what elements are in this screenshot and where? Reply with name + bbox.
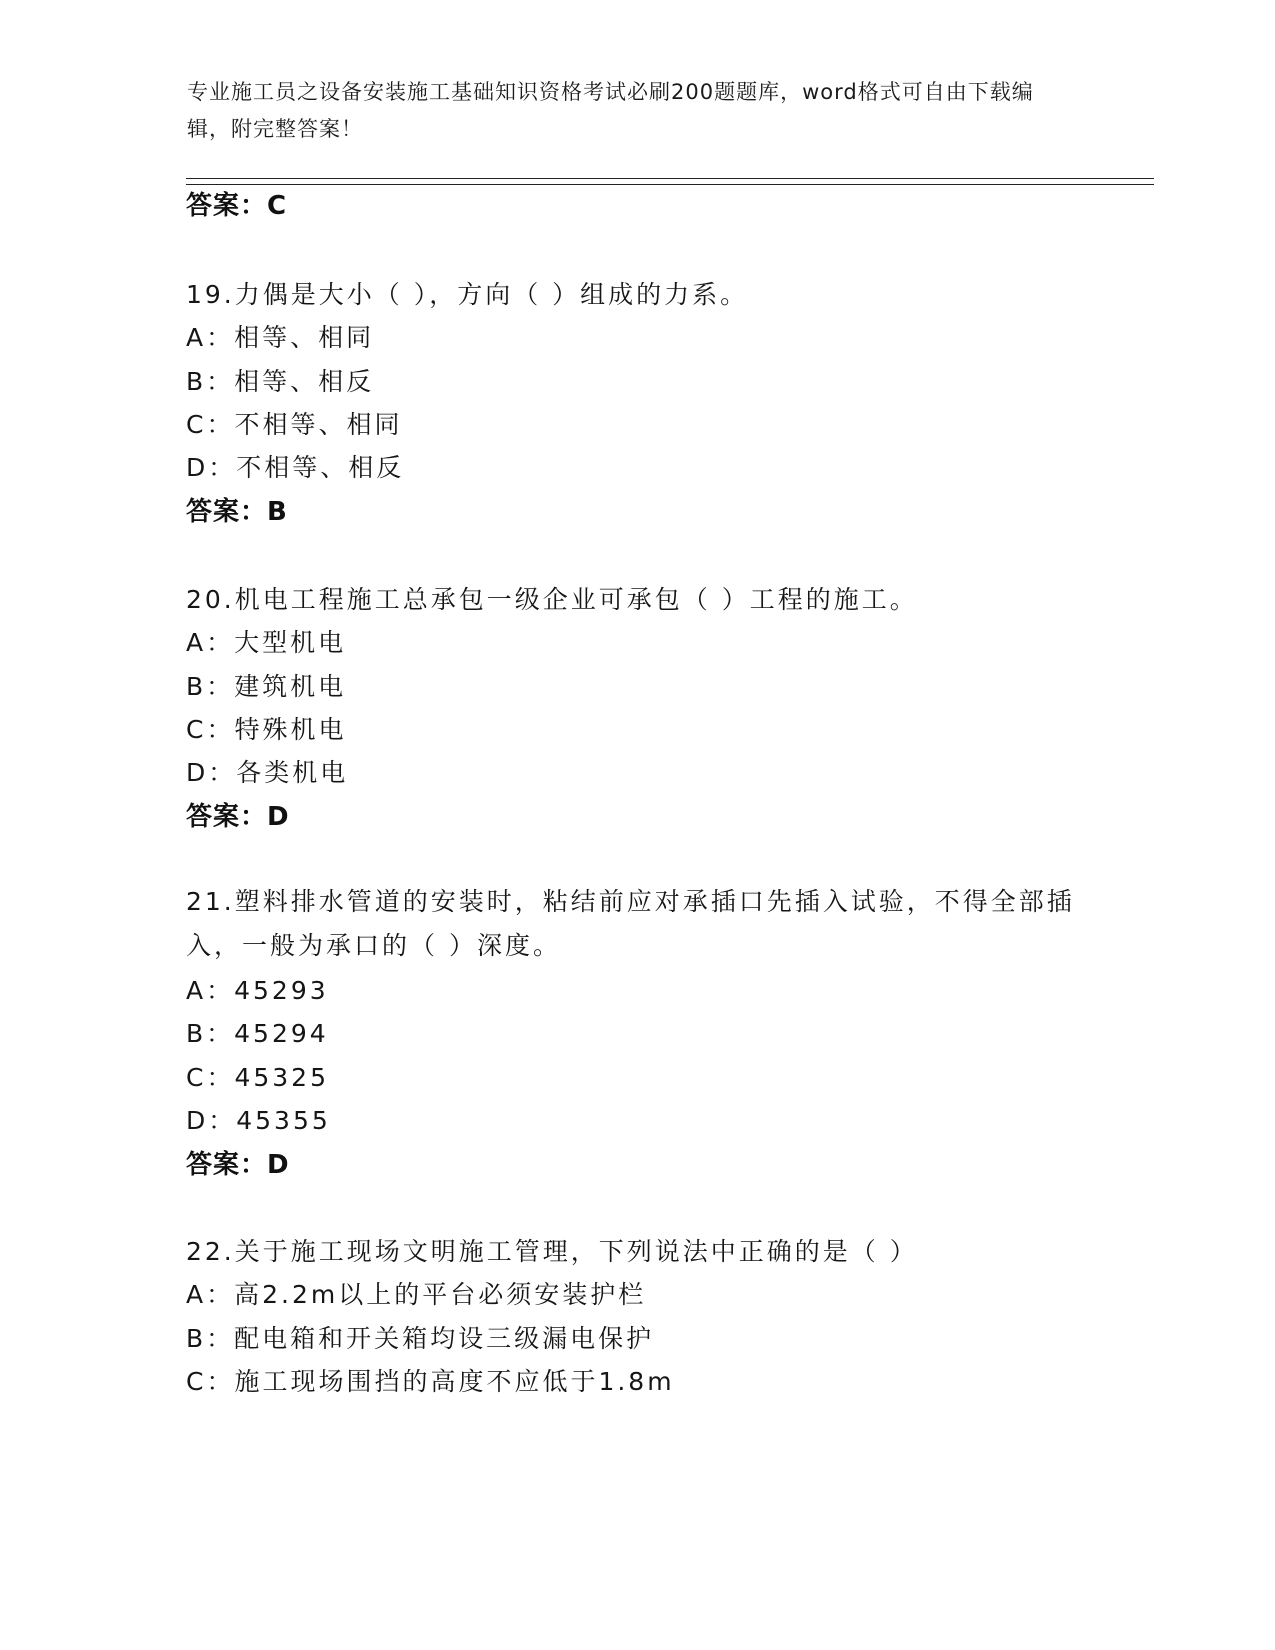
question-19-option-a: A：相等、相同	[186, 323, 375, 352]
question-22-text: 22.关于施工现场文明施工管理，下列说法中正确的是（ ）	[186, 1237, 918, 1266]
header-divider-top	[186, 178, 1154, 179]
question-19-option-c: C：不相等、相同	[186, 410, 403, 439]
question-21-option-d: D：45355	[186, 1106, 331, 1135]
question-21-option-b: B：45294	[186, 1019, 329, 1048]
question-20-option-b: B：建筑机电	[186, 672, 347, 701]
question-20-option-c: C：特殊机电	[186, 715, 347, 744]
question-22-option-c: C：施工现场围挡的高度不应低于1.8m	[186, 1367, 675, 1396]
question-21-answer: 答案：D	[186, 1150, 290, 1180]
question-22-option-b: B：配电箱和开关箱均设三级漏电保护	[186, 1324, 655, 1353]
answer-prev: 答案：C	[186, 191, 288, 221]
question-21-option-a: A：45293	[186, 976, 329, 1005]
question-19-answer: 答案：B	[186, 497, 288, 527]
question-20-option-d: D：各类机电	[186, 758, 349, 787]
question-20-option-a: A：大型机电	[186, 628, 347, 657]
question-19-text: 19.力偶是大小（ ），方向（ ）组成的力系。	[186, 280, 749, 309]
question-19-option-b: B：相等、相反	[186, 367, 375, 396]
document-header: 专业施工员之设备安装施工基础知识资格考试必刷200题题库，word格式可自由下载编辑，附完整答案！	[187, 80, 1034, 141]
question-19-option-d: D：不相等、相反	[186, 453, 405, 482]
question-20-text: 20.机电工程施工总承包一级企业可承包（ ）工程的施工。	[186, 585, 918, 614]
question-22-option-a: A：高2.2m以上的平台必须安装护栏	[186, 1280, 647, 1309]
question-20-answer: 答案：D	[186, 802, 290, 832]
question-21-text: 21.塑料排水管道的安装时，粘结前应对承插口先插入试验，不得全部插入，一般为承口的（ ）深度。	[186, 887, 1075, 960]
header-divider-bottom	[186, 184, 1154, 185]
question-21-option-c: C：45325	[186, 1063, 329, 1092]
